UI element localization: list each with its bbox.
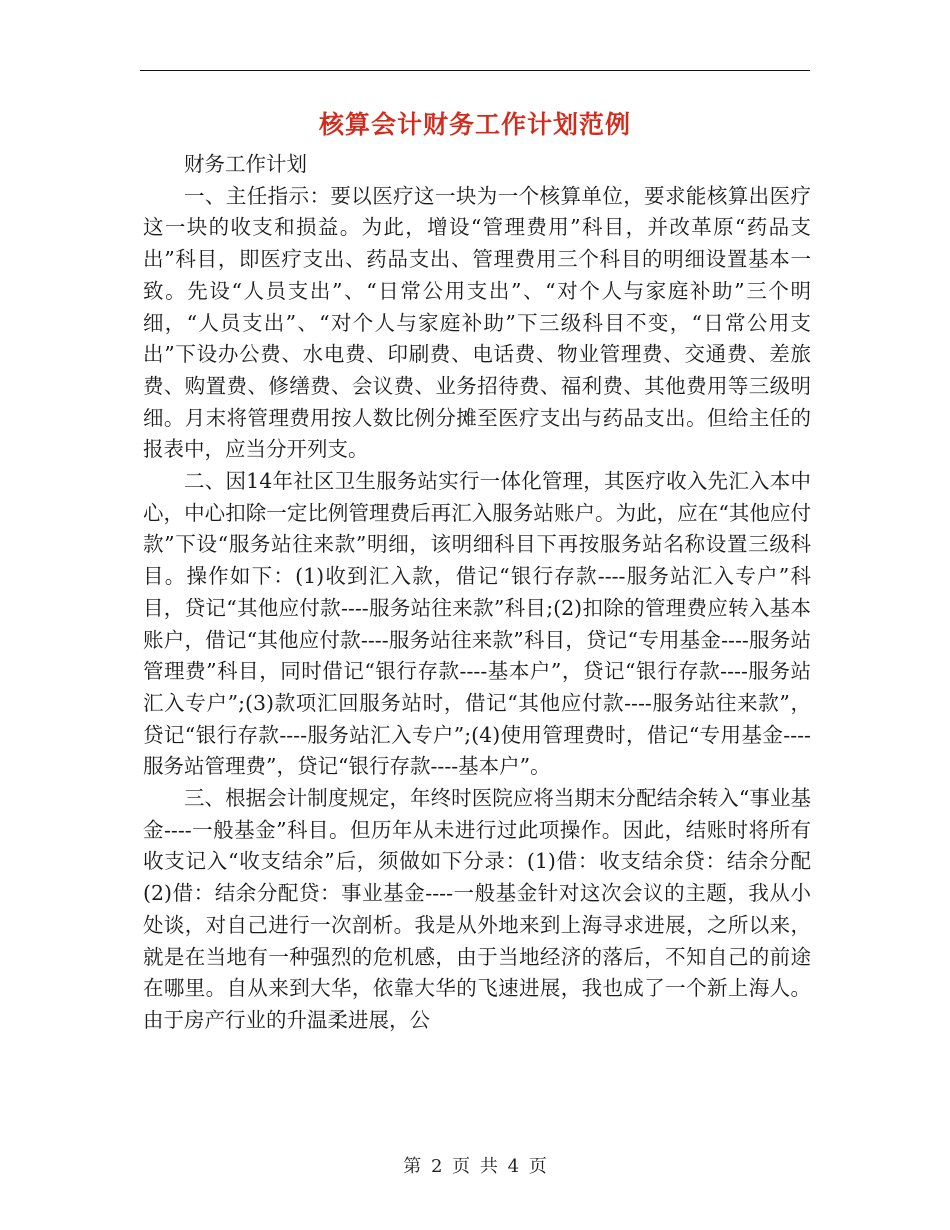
paragraph-3: 三、根据会计制度规定，年终时医院应将当期末分配结余转入“事业基金----一般基金”科目。但历年从未进行过此项操作。因此，结账时将所有收支记入“收支结余”后，须做如下分录：(1)借：收支结余贷：结余分配(2)借：结余分配贷：事业基金----一般基金针对这次会议的主题，我从小处谈，对自己进行一次剖析。我是从外地来到上海寻求进展，之所以来，就是在当地有一种强烈的危机感，由于当地经济的落后，不知自己的前途在哪里。自从来到大华，依靠大华的飞速进展，我也成了一个新上海人。由于房产行业的升温柔进展，公 (143, 786, 811, 1032)
header-rule (140, 70, 810, 71)
paragraph-2: 二、因14年社区卫生服务站实行一体化管理，其医疗收入先汇入本中心，中心扣除一定比例管理费后再汇入服务站账户。为此，应在“其他应付款”下设“服务站往来款”明细，该明细科目下再按服务站名称设置三级科目。操作如下：(1)收到汇入款，借记“银行存款----服务站汇入专户”科目，贷记“其他应付款----服务站往来款”科目;(2)扣除的管理费应转入基本账户，借记“其他应付款----服务站往来款”科目，贷记“专用基金----服务站管理费”科目，同时借记“银行存款----基本户”，贷记“银行存款----服务站汇入专户”;(3)款项汇回服务站时，借记“其他应付款----服务站往来款”，贷记“银行存款----服务站汇入专户”;(4)使用管理费时，借记“专用基金----服务站管理费”，贷记“银行存款----基本户”。 (143, 469, 811, 779)
paragraph-1: 一、主任指示：要以医疗这一块为一个核算单位，要求能核算出医疗这一块的收支和损益。为此，增设“管理费用”科目，并改革原“药品支出”科目，即医疗支出、药品支出、管理费用三个科目的明细设置基本一致。先设“人员支出”、“日常公用支出”、“对个人与家庭补助”三个明细，“人员支出”、“对个人与家庭补助”下三级科目不变，“日常公用支出”下设办公费、水电费、印刷费、电话费、物业管理费、交通费、差旅费、购置费、修缮费、会议费、业务招待费、福利费、其他费用等三级明细。月末将管理费用按人数比例分摊至医疗支出与药品支出。但给主任的报表中，应当分开列支。 (143, 183, 811, 462)
page-number-footer: 第 2 页 共 4 页 (403, 1156, 547, 1177)
document-body (143, 149, 811, 1037)
document-title: 核算会计财务工作计划范例 (318, 110, 631, 139)
section-heading: 财务工作计划 (184, 152, 307, 176)
